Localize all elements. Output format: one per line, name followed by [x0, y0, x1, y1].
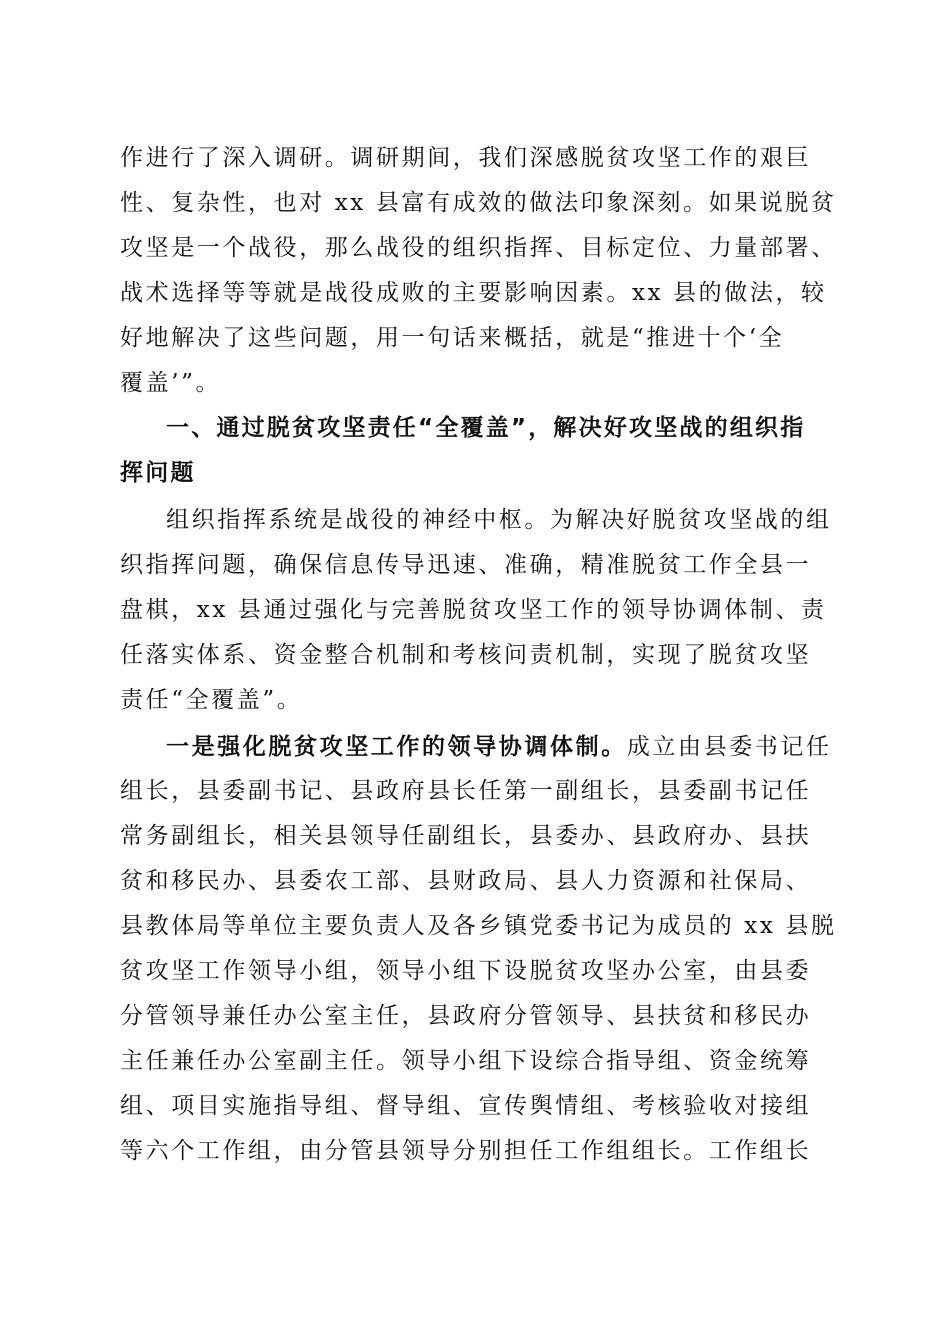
- text-line: 等六个工作组，由分管县领导分别担任工作组组长。工作组长: [120, 1138, 812, 1164]
- text-line: 攻坚是一个战役，那么战役的组织指挥、目标定位、力量部署、: [120, 235, 837, 261]
- heading-line: 挥问题: [120, 460, 196, 486]
- intro-paragraph: [120, 136, 837, 406]
- text-line: 覆盖’”。: [120, 370, 222, 396]
- text-line: 织指挥问题，确保信息传导迅速、准确，精准脱贫工作全县一: [120, 552, 812, 578]
- text-line: 战术选择等等就是战役成败的主要影响因素。xx 县的做法，较: [120, 280, 827, 306]
- text-line: 县教体局等单位主要负责人及各乡镇党委书记为成员的 xx 县脱: [120, 913, 837, 939]
- text-line: 组、项目实施指导组、督导组、宣传舆情组、考核验收对接组: [120, 1093, 812, 1119]
- heading-line: 一、通过脱贫攻坚责任“全覆盖”，解决好攻坚战的组织指: [166, 415, 806, 441]
- text-line: 作进行了深入调研。调研期间，我们深感脱贫攻坚工作的艰巨: [120, 145, 812, 171]
- text-line: [120, 724, 832, 769]
- point-lead-rest: 成立由县委书记任: [626, 734, 832, 760]
- text-line: 贫攻坚工作领导小组，领导小组下设脱贫攻坚办公室，由县委: [120, 958, 812, 984]
- text-line: 组长，县委副书记、县政府县长任第一副组长，县委副书记任: [120, 778, 812, 804]
- point-one-paragraph: [120, 724, 837, 1174]
- point-lead: 一是强化脱贫攻坚工作的领导协调体制。: [166, 733, 627, 760]
- text-line: 性、复杂性，也对 xx 县富有成效的做法印象深刻。如果说脱贫: [120, 190, 837, 216]
- section-heading: [120, 406, 825, 496]
- section-paragraph: [120, 498, 832, 723]
- text-line: 任落实体系、资金整合机制和考核问责机制，实现了脱贫攻坚: [120, 642, 812, 668]
- text-line: 责任“全覆盖”。: [120, 687, 303, 713]
- text-line: 贫和移民办、县委农工部、县财政局、县人力资源和社保局、: [120, 868, 812, 894]
- text-line: 主任兼任办公室副主任。领导小组下设综合指导组、资金统筹: [120, 1048, 812, 1074]
- text-line: 盘棋，xx 县通过强化与完善脱贫攻坚工作的领导协调体制、责: [120, 597, 827, 623]
- text-line: 组织指挥系统是战役的神经中枢。为解决好脱贫攻坚战的组: [166, 507, 832, 533]
- text-line: 好地解决了这些问题，用一句话来概括，就是“推进十个‘全: [120, 325, 785, 351]
- text-line: 常务副组长，相关县领导任副组长，县委办、县政府办、县扶: [120, 823, 812, 849]
- text-line: 分管领导兼任办公室主任，县政府分管领导、县扶贫和移民办: [120, 1003, 812, 1029]
